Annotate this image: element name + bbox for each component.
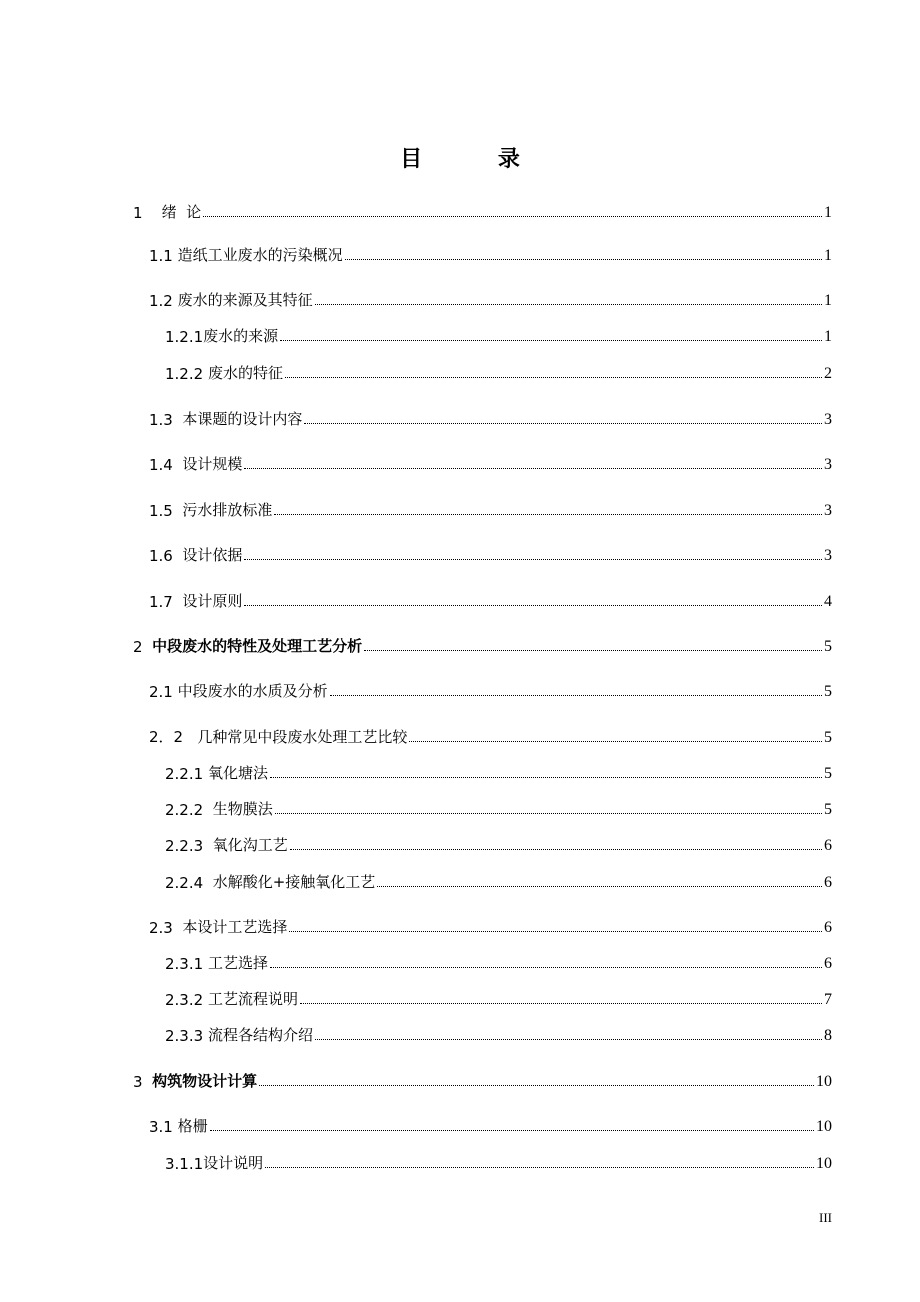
toc-entry-gap [203,874,213,892]
toc-entry-number: 3 [133,1073,143,1091]
toc-entry[interactable] [149,913,832,937]
toc-dot-leader [304,423,822,424]
toc-entry-label: 绪 论 [161,203,202,221]
toc-entry-number: 1.2.1 [165,328,204,346]
toc-entry-label: 格栅 [177,1117,208,1135]
toc-entry[interactable] [149,1112,832,1136]
toc-entry-number: 2 [133,638,143,656]
toc-entry-number: 1.7 [149,593,173,611]
toc-entry[interactable] [149,541,832,565]
toc-entry[interactable] [165,949,832,973]
toc-entry-page: 4 [824,593,832,610]
toc-entry-page: 6 [824,919,832,936]
toc-entry-label: 工艺选择 [207,954,268,972]
toc-entry-page: 3 [824,411,832,428]
toc-entry[interactable] [149,496,832,520]
toc-entry-page: 6 [824,955,832,972]
toc-entry-label: 本设计工艺选择 [182,918,288,936]
toc-entry-page: 3 [824,502,832,519]
toc-entry-page: 6 [824,874,832,891]
toc-entry-label: 本课题的设计内容 [182,410,303,428]
toc-entry-number: 2.2.4 [165,874,204,892]
toc-entry-label: 造纸工业废水的污染概况 [177,246,343,264]
toc-entry-gap [173,547,183,565]
toc-dot-leader [270,967,822,968]
toc-entry-page: 3 [824,456,832,473]
toc-entry-page: 5 [824,683,832,700]
toc-entry-page: 10 [816,1073,832,1090]
toc-entry[interactable] [165,831,832,855]
toc-dot-leader [275,813,822,814]
toc-entry-label: 水解酸化+接触氧化工艺 [212,873,376,891]
toc-entry-number: 1.1 [149,247,173,265]
toc-dot-leader [289,931,822,932]
toc-entry-page: 5 [824,638,832,655]
toc-entry-gap [173,456,183,474]
toc-entry[interactable] [165,985,832,1009]
toc-entry-number: 2．2 [149,728,184,746]
toc-entry[interactable] [149,723,832,747]
toc-dot-leader [280,340,822,341]
toc-entry-label: 废水的来源及其特征 [177,291,313,309]
toc-entry-label: 废水的来源 [203,327,279,345]
toc-dot-leader [315,304,822,305]
toc-entry[interactable] [165,1149,832,1173]
toc-entry-number: 3.1.1 [165,1155,204,1173]
toc-entry-number: 1.2 [149,292,173,310]
toc-dot-leader [203,216,822,217]
toc-entry-label: 设计说明 [203,1154,264,1172]
toc-entry-page: 1 [824,292,832,309]
toc-entry-number: 2.3.1 [165,955,204,973]
toc-dot-leader [244,468,822,469]
toc-entry-label: 中段废水的特性及处理工艺分析 [152,637,363,655]
toc-entry-label: 中段废水的水质及分析 [177,682,328,700]
toc-dot-leader [345,259,822,260]
toc-entry-gap [173,919,183,937]
toc-entry-label: 设计原则 [182,592,243,610]
toc-entry-number: 2.2.1 [165,765,204,783]
toc-entry[interactable] [165,359,832,383]
toc-entry-page: 2 [824,365,832,382]
toc-entry-number: 2.3.2 [165,991,204,1009]
toc-entry-number: 1.4 [149,456,173,474]
toc-dot-leader [274,514,822,515]
toc-entry-page: 10 [816,1155,832,1172]
toc-entry-number: 2.1 [149,683,173,701]
toc-entry-gap [143,638,153,656]
toc-entry-page: 8 [824,1027,832,1044]
toc-entry-number: 1.2.2 [165,365,204,383]
toc-entry[interactable] [149,450,832,474]
toc-dot-leader [290,849,822,850]
toc-dot-leader [364,650,822,651]
page-title: 目 录 [400,147,554,172]
toc-entry-label: 废水的特征 [207,364,283,382]
toc-entry-label: 几种常见中段废水处理工艺比较 [197,728,408,746]
toc-entry-label: 工艺流程说明 [207,990,298,1008]
toc-dot-leader [270,777,822,778]
toc-entry[interactable] [133,1067,832,1091]
toc-dot-leader [259,1085,814,1086]
toc-entry-number: 2.2.2 [165,801,204,819]
toc-entry-gap [143,204,162,222]
toc-entry[interactable] [133,632,832,656]
toc-entry-number: 1 [133,204,143,222]
toc-entry-label: 流程各结构介绍 [207,1026,313,1044]
toc-dot-leader [300,1003,822,1004]
toc-entry-number: 2.3.3 [165,1027,204,1045]
toc-entry[interactable] [165,1021,832,1045]
toc-entry[interactable] [165,759,832,783]
toc-dot-leader [330,695,822,696]
toc-entry-label: 设计依据 [182,546,243,564]
toc-entry-label: 生物膜法 [212,800,273,818]
toc-entry-page: 5 [824,729,832,746]
toc-entry-gap [183,729,197,747]
toc-entry-label: 污水排放标准 [182,501,273,519]
toc-entry[interactable] [149,405,832,429]
toc-entry-number: 1.3 [149,411,173,429]
toc-entry-page: 5 [824,765,832,782]
toc-entry-page: 7 [824,991,832,1008]
toc-entry[interactable] [165,868,832,892]
toc-entry-gap [173,593,183,611]
toc-dot-leader [285,377,822,378]
toc-entry-label: 氧化沟工艺 [212,836,288,854]
toc-entry-page: 10 [816,1118,832,1135]
toc-dot-leader [265,1167,814,1168]
toc-dot-leader [244,559,822,560]
toc-entry-gap [173,502,183,520]
toc-entry-number: 2.3 [149,919,173,937]
toc-entry-page: 1 [824,328,832,345]
toc-entry-page: 1 [824,204,832,221]
toc-entry[interactable] [165,322,832,346]
toc-entry-label: 氧化塘法 [207,764,268,782]
toc-entry-number: 2.2.3 [165,837,204,855]
toc-entry-label: 设计规模 [182,455,243,473]
toc-entry-number: 3.1 [149,1118,173,1136]
toc-dot-leader [377,886,822,887]
toc-entry-label: 构筑物设计计算 [152,1072,258,1090]
toc-entry-page: 6 [824,837,832,854]
toc-entry[interactable] [149,677,832,701]
toc-dot-leader [210,1130,814,1131]
toc-entry-page: 1 [824,247,832,264]
toc-entry-page: 5 [824,801,832,818]
toc-entry-gap [203,801,213,819]
toc-dot-leader [315,1039,822,1040]
toc-entry[interactable] [149,241,832,265]
toc-dot-leader [244,605,822,606]
toc-entry[interactable] [149,286,832,310]
toc-entry[interactable] [149,587,832,611]
toc-entry-gap [203,837,213,855]
toc-entry-page: 3 [824,547,832,564]
toc-entry-gap [173,411,183,429]
toc-entry[interactable] [133,198,832,222]
page-number: III [819,1210,832,1225]
toc-dot-leader [409,741,822,742]
toc-entry-gap [143,1073,153,1091]
toc-entry-number: 1.6 [149,547,173,565]
toc-entry-number: 1.5 [149,502,173,520]
toc-entry[interactable] [165,795,832,819]
